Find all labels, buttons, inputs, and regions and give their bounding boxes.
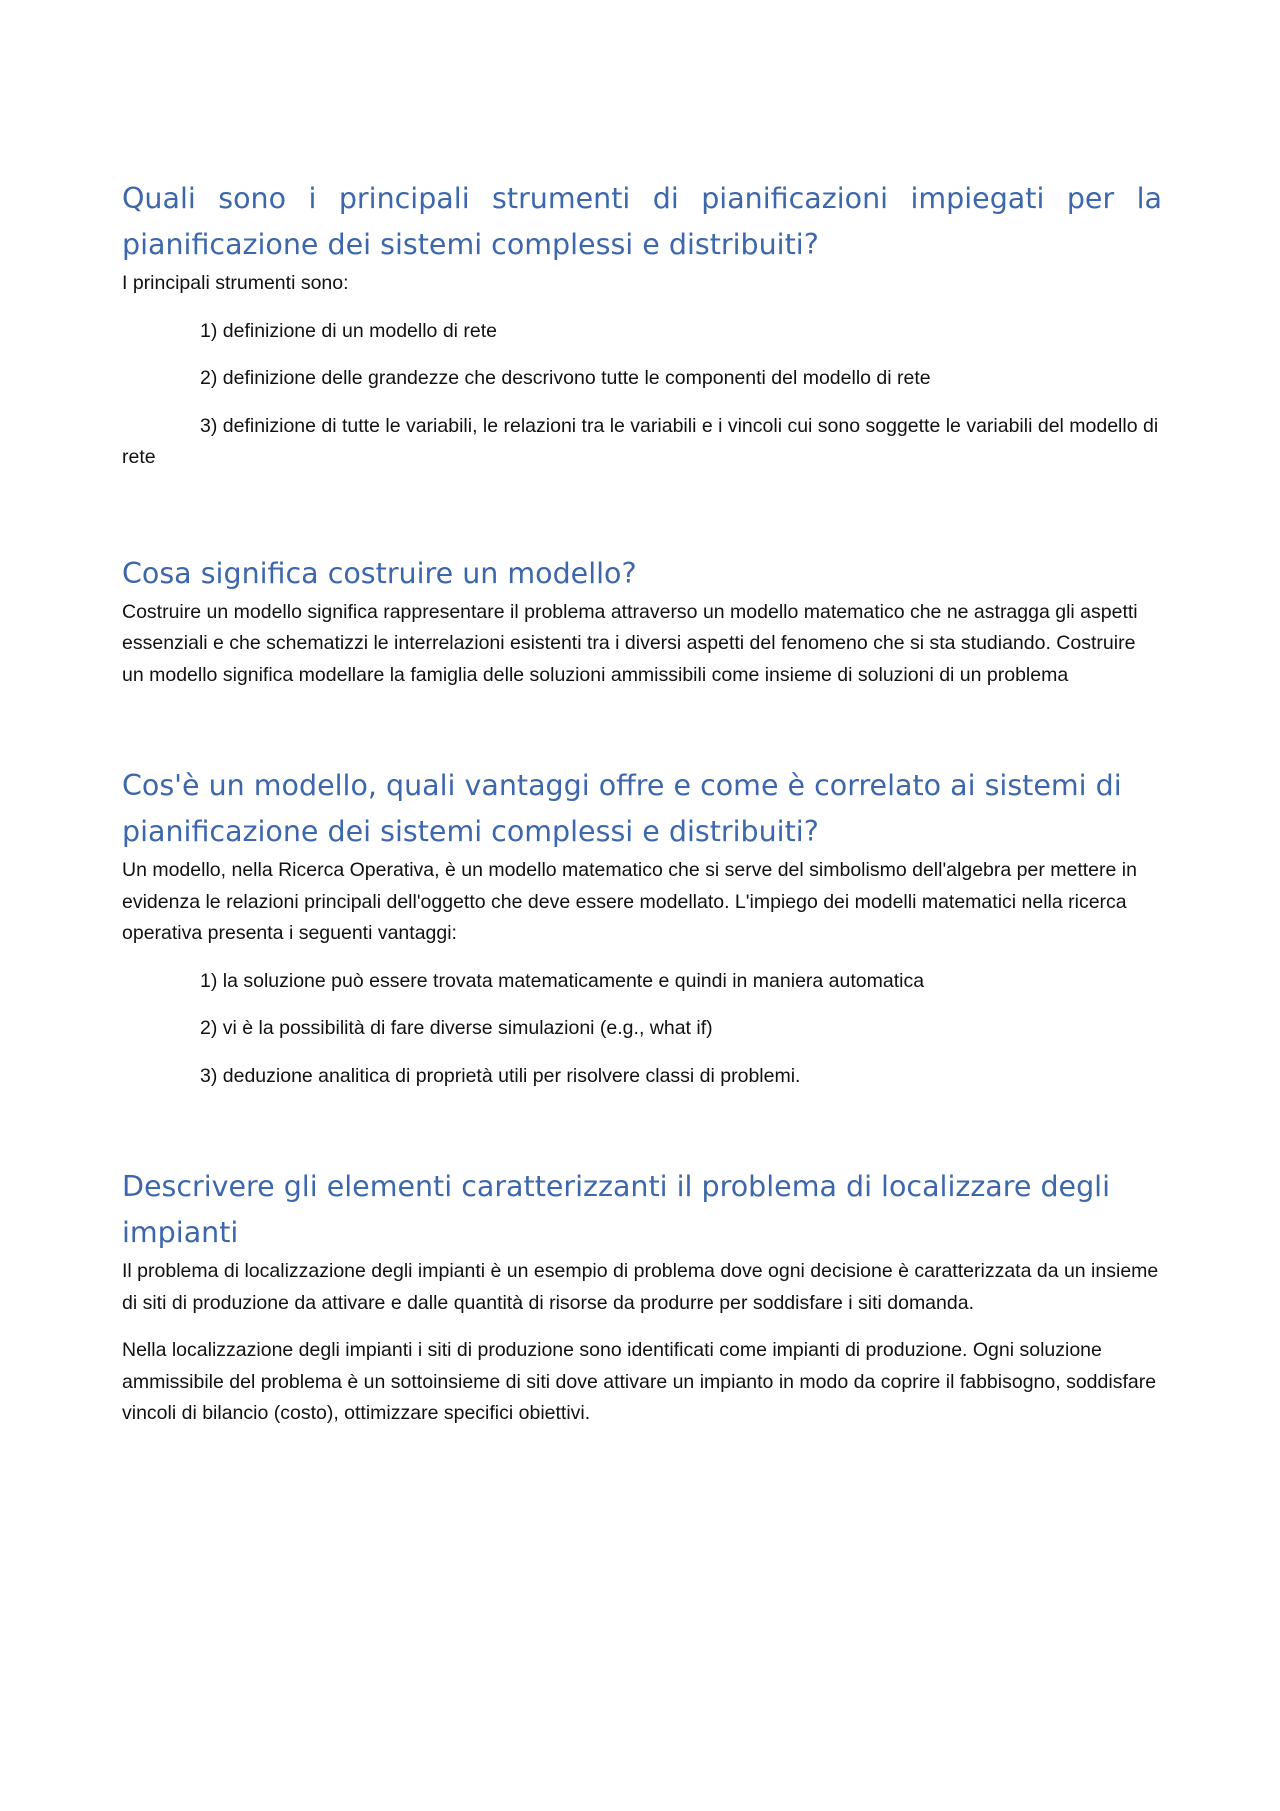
- section-paragraph: Il problema di localizzazione degli impianti è un esempio di problema dove ogni decisione è caratterizzata da un insieme di siti di produzione da attivare e dalle quantità di risorse da produrre per soddisfare i siti domanda.: [122, 1260, 1159, 1314]
- section-heading: Descrivere gli elementi caratterizzanti il problema di localizzare degli impianti: [122, 1170, 1110, 1249]
- section-intro: I principali strumenti sono:: [122, 272, 349, 294]
- list-item: 3) definizione di tutte le variabili, le relazioni tra le variabili e i vincoli cui sono soggette le variabili del modello di rete: [122, 414, 1159, 468]
- list-item: 2) definizione delle grandezze che descrivono tutte le componenti del modello di rete: [200, 367, 931, 389]
- list-item: 1) definizione di un modello di rete: [200, 319, 498, 342]
- section-modello-vantaggi: [122, 763, 1162, 1092]
- section-costruire-modello: [122, 551, 1162, 692]
- list-item: 3) deduzione analitica di proprietà utili per risolvere classi di problemi.: [200, 1064, 801, 1087]
- section-paragraph: Nella localizzazione degli impianti i siti di produzione sono identificati come impianti di produzione. Ogni soluzione ammissibile del problema è un sottoinsieme di siti dove attivare un impianto in modo da coprire il fabbisogno, soddisfare vincoli di bilancio (costo), ottimizzare specifici obiettivi.: [122, 1339, 1157, 1424]
- document-page: [122, 176, 1162, 1430]
- section-heading: Cosa significa costruire un modello?: [122, 556, 637, 590]
- list-item: 2) vi è la possibilità di fare diverse simulazioni (e.g., what if): [200, 1017, 713, 1039]
- section-body: Un modello, nella Ricerca Operativa, è un modello matematico che si serve del simbolismo dell'algebra per mettere in evidenza le relazioni principali dell'oggetto che deve essere modellato. L'impiego dei modelli matematici nella ricerca operativa presenta i seguenti vantaggi:: [122, 859, 1137, 944]
- section-heading: Cos'è un modello, quali vantaggi offre e come è correlato ai sistemi di pianificazione dei sistemi complessi e distribuiti?: [122, 769, 1122, 848]
- list-item: 1) la soluzione può essere trovata matematicamente e quindi in maniera automatica: [200, 969, 925, 992]
- section-localizzazione-impianti: [122, 1164, 1162, 1430]
- section-strumenti: [122, 176, 1162, 474]
- section-body: Costruire un modello significa rappresentare il problema attraverso un modello matematico che ne astragga gli aspetti essenziali e che schematizzi le interrelazioni esistenti tra i diversi aspetti del fenomeno che si sta studiando. Costruire un modello significa modellare la famiglia delle soluzioni ammissibili come insieme di soluzioni di un problema: [122, 600, 1138, 686]
- section-heading: Quali sono i principali strumenti di pianificazioni impiegati per la pianificazione dei sistemi complessi e distribuiti?: [122, 182, 1162, 261]
